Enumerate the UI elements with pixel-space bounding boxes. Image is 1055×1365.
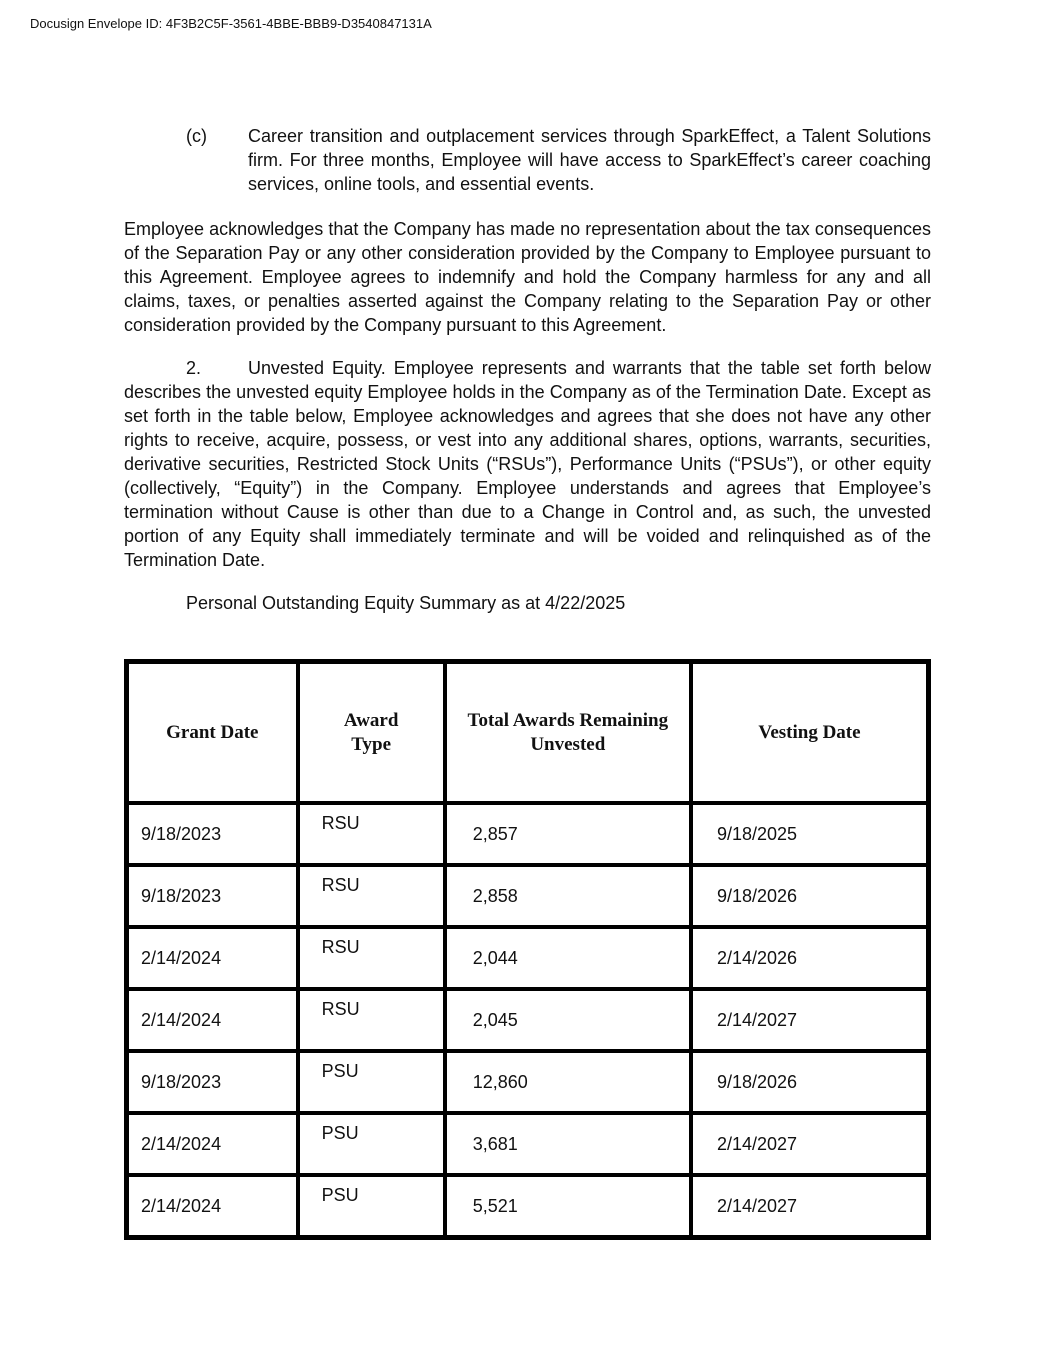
cell-award-type: RSU [298, 865, 445, 927]
header-total-awards: Total Awards Remaining Unvested [445, 662, 691, 804]
table-row [127, 989, 929, 1051]
cell-award-type: RSU [298, 989, 445, 1051]
unvested-equity-paragraph [124, 356, 931, 572]
header-award-type: Award Type [298, 662, 445, 804]
cell-grant-date: 2/14/2024 [127, 1113, 298, 1175]
table-row [127, 1113, 929, 1175]
equity-table [124, 659, 931, 1240]
cell-grant-date: 9/18/2023 [127, 1051, 298, 1113]
header-vesting-date: Vesting Date [691, 662, 929, 804]
envelope-id: Docusign Envelope ID: 4F3B2C5F-3561-4BBE-BBB9-D3540847131A [30, 16, 432, 31]
table-row [127, 1051, 929, 1113]
list-item-c [186, 124, 931, 196]
header-grant-date: Grant Date [127, 662, 298, 804]
cell-grant-date: 2/14/2024 [127, 989, 298, 1051]
equity-summary-title: Personal Outstanding Equity Summary as at 4/22/2025 [186, 593, 626, 613]
cell-total: 2,044 [445, 927, 691, 989]
section-number: 2. [186, 358, 202, 378]
cell-total: 5,521 [445, 1175, 691, 1238]
list-item-text: Career transition and outplacement services through SparkEffect, a Talent Solutions firm. For three months, Employee will have access to SparkEffect’s career coaching services, online tools, and essential events. [248, 126, 931, 194]
cell-grant-date: 2/14/2024 [127, 927, 298, 989]
cell-grant-date: 9/18/2023 [127, 865, 298, 927]
section-text: Unvested Equity. Employee represents and warrants that the table set forth below describes the unvested equity Employee holds in the Company as of the Termination Date. Except as set forth in the table below, Employee acknowledges and agrees that she does not have any other rights to receive, acquire, possess, or vest into any additional shares, options, warrants, securities, derivative securities, Restricted Stock Units (“RSUs”), Performance Units (“PSUs”), or other equity (collectively, “Equity”) in the Company. Employee understands and agrees that Employee’s termination without Cause is other than due to a Change in Control and, as such, the unvested portion of any Equity shall immediately terminate and will be voided and relinquished as of the Termination Date. [124, 358, 931, 570]
cell-vesting-date: 9/18/2026 [691, 865, 929, 927]
cell-award-type: PSU [298, 1175, 445, 1238]
cell-vesting-date: 9/18/2025 [691, 803, 929, 865]
table-row [127, 927, 929, 989]
cell-total: 12,860 [445, 1051, 691, 1113]
cell-total: 2,857 [445, 803, 691, 865]
table-row [127, 1175, 929, 1238]
table-row [127, 865, 929, 927]
tax-paragraph: Employee acknowledges that the Company has made no representation about the tax consequences of the Separation Pay or any other consideration provided by the Company to Employee pursuant to this Agreement. Employee agrees to indemnify and hold the Company harmless for any and all claims, taxes, or penalties asserted against the Company relating to the Separation Pay or other consideration provided by the Company pursuant to this Agreement. [124, 219, 931, 335]
cell-award-type: RSU [298, 803, 445, 865]
cell-award-type: PSU [298, 1051, 445, 1113]
cell-award-type: PSU [298, 1113, 445, 1175]
table-row [127, 803, 929, 865]
table-header-row [127, 662, 929, 804]
cell-grant-date: 9/18/2023 [127, 803, 298, 865]
cell-total: 2,045 [445, 989, 691, 1051]
cell-vesting-date: 2/14/2026 [691, 927, 929, 989]
cell-vesting-date: 2/14/2027 [691, 1175, 929, 1238]
cell-total: 2,858 [445, 865, 691, 927]
cell-total: 3,681 [445, 1113, 691, 1175]
cell-grant-date: 2/14/2024 [127, 1175, 298, 1238]
list-marker: (c) [186, 126, 207, 146]
cell-vesting-date: 2/14/2027 [691, 1113, 929, 1175]
cell-award-type: RSU [298, 927, 445, 989]
cell-vesting-date: 9/18/2026 [691, 1051, 929, 1113]
cell-vesting-date: 2/14/2027 [691, 989, 929, 1051]
